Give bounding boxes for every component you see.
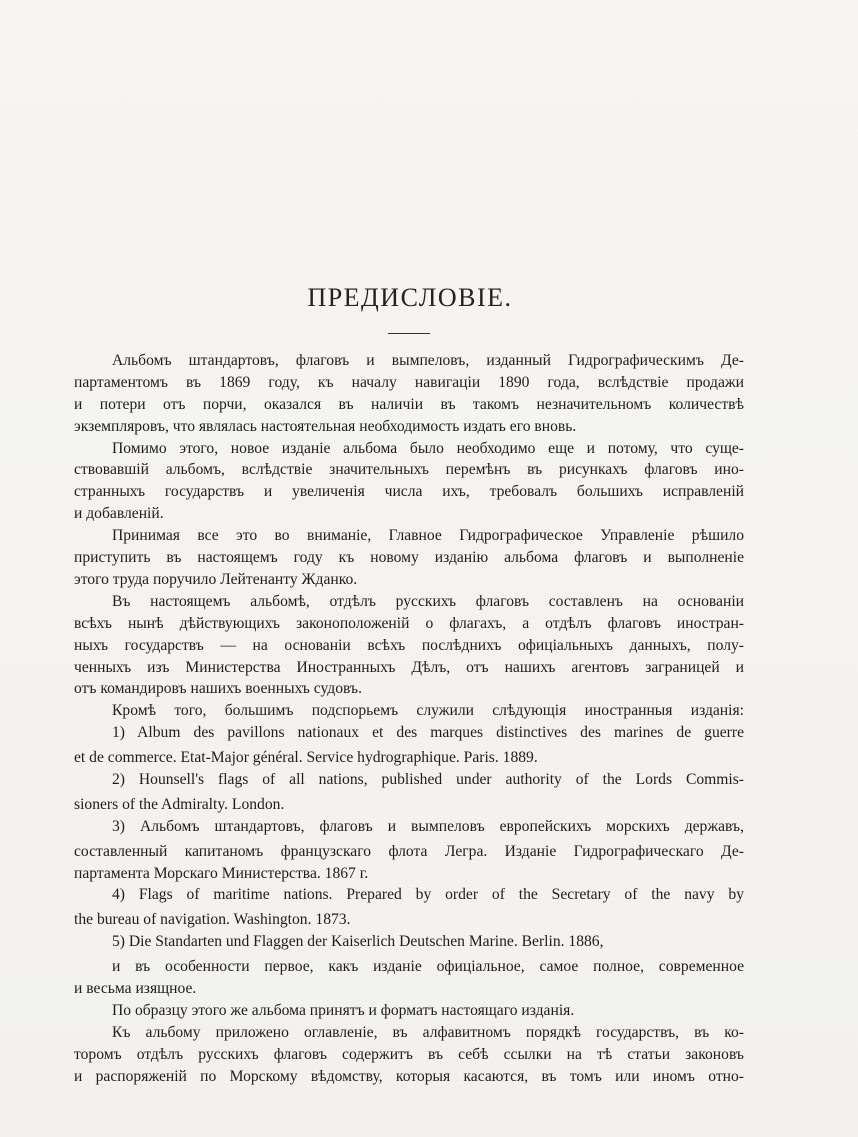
text-line: По образцу этого же альбома принятъ и форматъ настоящаго изданія.	[112, 1001, 575, 1019]
text-line: Въ настоящемъ альбомѣ, отдѣлъ русскихъ флаговъ составленъ на основаніи	[112, 592, 744, 610]
text-line: приступить въ настоящемъ году къ новому изданію альбома флаговъ и выполненіе	[74, 549, 744, 567]
text-line: торомъ отдѣлъ русскихъ флаговъ содержитъ въ себѣ ссылки на тѣ статьи законовъ	[74, 1045, 744, 1063]
text-line: отъ командировъ нашихъ военныхъ судовъ.	[74, 680, 362, 698]
text-line: партамента Морскаго Министерства. 1867 г.	[74, 864, 369, 882]
text-line: sioners of the Admiralty. London.	[74, 795, 285, 813]
text-line: партаментомъ въ 1869 году, къ началу навигаціи 1890 года, вслѣдствіе продажи	[74, 373, 744, 391]
title-divider	[388, 333, 430, 334]
text-line: и въ особенности первое, какъ изданіе офиціальное, самое полное, современное	[112, 958, 744, 976]
text-line: составленный капитаномъ французскаго флота Легра. Изданіе Гидрографическаго Де-	[74, 842, 744, 860]
text-line: Кромѣ того, большимъ подспорьемъ служили слѣдующія иностранныя изданія:	[112, 702, 744, 720]
text-line: этого труда поручило Лейтенанту Жданко.	[74, 570, 358, 588]
text-line: Принимая все это во вниманіе, Главное Гидрографическое Управленіе рѣшило	[112, 527, 744, 545]
text-line: экземпляровъ, что являлась настоятельная необходимость издать его вновь.	[74, 417, 577, 435]
text-line: 1) Album des pavillons nationaux et des marques distinctives des marines de guerre	[112, 724, 744, 742]
text-line: и распоряженій по Морскому вѣдомству, которыя касаются, въ томъ или иномъ отно-	[74, 1067, 744, 1085]
text-line: the bureau of navigation. Washington. 1873.	[74, 911, 351, 929]
text-line: Къ альбому приложено оглавленіе, въ алфавитномъ порядкѣ государствъ, въ ко-	[112, 1023, 744, 1041]
text-line: и потери отъ порчи, оказался въ наличіи въ такомъ незначительномъ количествѣ	[74, 395, 744, 413]
text-line: 5) Die Standarten und Flaggen der Kaiserlich Deutschen Marine. Berlin. 1886,	[112, 933, 604, 951]
text-line: ствовавшій альбомъ, вслѣдствіе значительныхъ перемѣнъ въ рисункахъ флаговъ ино-	[74, 461, 744, 479]
text-line: 2) Hounsell's flags of all nations, published under authority of the Lords Commis-	[112, 771, 744, 788]
text-line: ныхъ государствъ — на основаніи всѣхъ послѣднихъ офиціальныхъ данныхъ, полу-	[74, 636, 744, 654]
page-title: ПРЕДИСЛОВІЕ.	[307, 283, 513, 312]
text-line: 3) Альбомъ штандартовъ, флаговъ и вымпеловъ европейскихъ морскихъ державъ,	[112, 817, 744, 835]
text-line: ченныхъ изъ Министерства Иностранныхъ Дѣлъ, отъ нашихъ агентовъ заграницей и	[74, 658, 744, 676]
text-line: всѣхъ нынѣ дѣйствующихъ законоположеній о флагахъ, а отдѣлъ флаговъ иностран-	[74, 614, 744, 632]
preface-body	[74, 350, 744, 1088]
text-line: странныхъ государствъ и увеличенія числа ихъ, требовалъ большихъ исправленій	[74, 483, 744, 501]
text-line: Помимо этого, новое изданіе альбома было необходимо еще и потому, что суще-	[112, 439, 744, 457]
text-line: и добавленій.	[74, 505, 164, 523]
text-line: и весьма изящное.	[74, 980, 197, 998]
text-line: et de commerce. Etat-Major général. Service hydrographique. Paris. 1889.	[74, 749, 538, 767]
text-line: Альбомъ штандартовъ, флаговъ и вымпеловъ, изданный Гидрографическимъ Де-	[112, 352, 744, 369]
text-line: 4) Flags of maritime nations. Prepared by order of the Secretary of the navy by	[112, 886, 744, 904]
